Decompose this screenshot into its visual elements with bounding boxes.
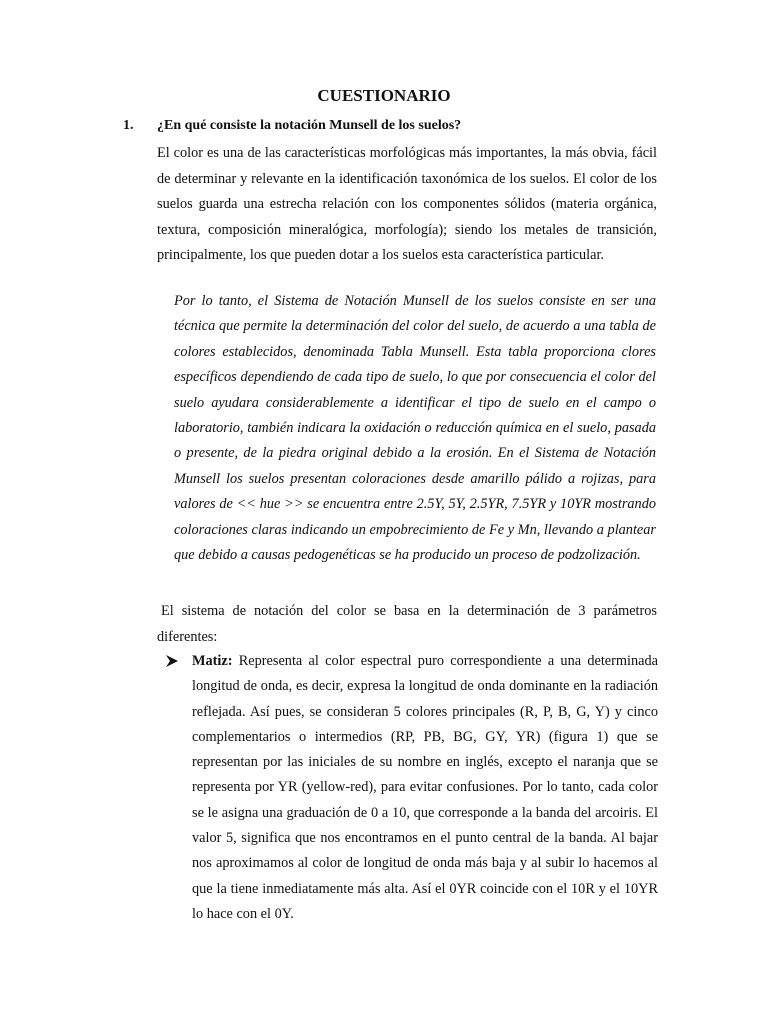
matiz-list-item xyxy=(192,649,658,927)
matiz-description: Representa al color espectral puro correspondiente a una determinada longitud de onda, es decir, expresa la longitud de onda dominante en la radiación reflejada. Así pues, se consideran 5 colores principales (R, P, B, G, Y) y cinco complementarios o intermedios (RP, PB, BG, GY, YR) (figura 1) que se representan por las iniciales de su nombre en inglés, excepto el naranja que se representa por YR (yellow-red), para evitar confusiones. Por lo tanto, cada color se le asigna una graduación de 0 a 10, que corresponde a la banda del arcoiris. El valor 5, significa que nos encontramos en el punto central de la banda. Al bajar nos aproximamos al color de longitud de onda más baja y al subir lo hacemos al que la tiene inmediatamente más alta. Así el 0YR coincide con el 10R y el 10YR lo hace con el 0Y. xyxy=(192,653,658,922)
document-title: CUESTIONARIO xyxy=(317,86,451,105)
question-number: 1. xyxy=(123,118,134,133)
matiz-term: Matiz: xyxy=(192,653,233,669)
arrowhead-bullet-icon xyxy=(165,654,179,668)
italic-paragraph: Por lo tanto, el Sistema de Notación Munsell de los suelos consiste en ser una técnica que permite la determinación del color del suelo, de acuerdo a una tabla de colores establecidos, denominada Tabla Munsell. Esta tabla proporciona clores específicos dependiendo de cada tipo de suelo, lo que por consecuencia el color del suelo ayudara considerablemente a identificar el tipo de suelo en el campo o laboratorio, también indicara la oxidación o reducción química en el suelo, pasada o presente, de la piedra original debido a la erosión. En el Sistema de Notación Munsell los suelos presentan coloraciones desde amarillo pálido a rojizas, para valores de << hue >> se encuentra entre 2.5Y, 5Y, 2.5YR, 7.5YR y 10YR mostrando coloraciones claras indicando un empobrecimiento de Fe y Mn, llevando a plantear que debido a causas pedogenéticas se ha producido un proceso de podzolización. xyxy=(174,293,656,564)
intro-paragraph: El color es una de las características morfológicas más importantes, la más obvia, fácil de determinar y relevante en la identificación taxonómica de los suelos. El color de los suelos guarda una estrecha relación con los componentes sólidos (materia orgánica, textura, composición mineralógica, morfología); siendo los metales de transición, principalmente, los que pueden dotar a los suelos esta característica particular. xyxy=(157,145,657,264)
parameters-paragraph: El sistema de notación del color se basa en la determinación de 3 parámetros diferentes: xyxy=(157,603,657,645)
question-heading: ¿En qué consiste la notación Munsell de los suelos? xyxy=(157,118,462,133)
